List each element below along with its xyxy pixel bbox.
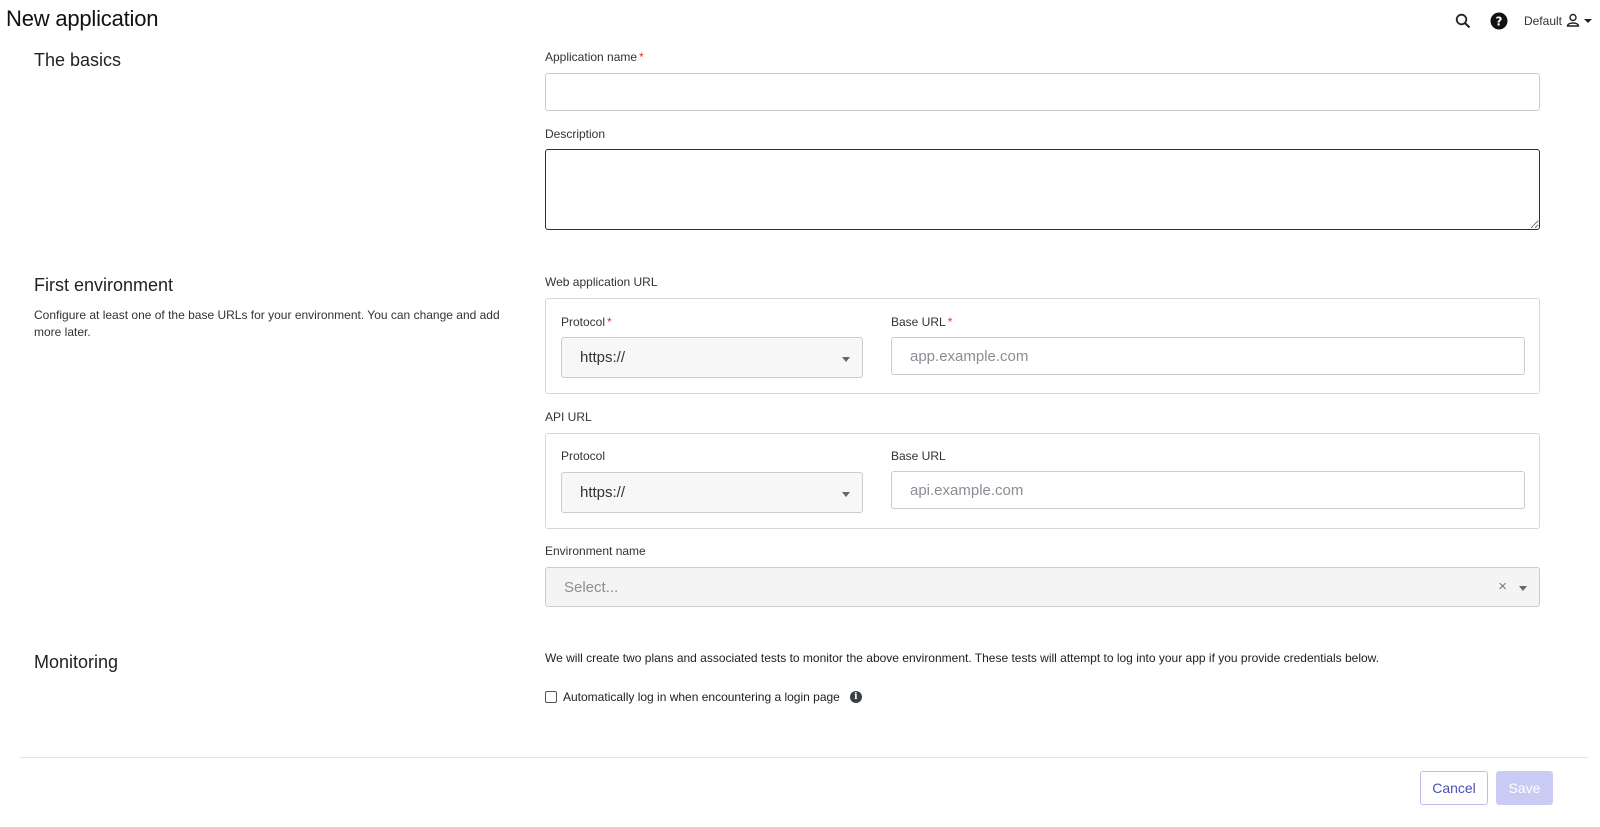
env-name-label: Environment name: [545, 544, 646, 558]
auto-login-checkbox[interactable]: [545, 691, 557, 703]
api-base-url-label: Base URL: [891, 449, 946, 463]
section-heading-monitoring: Monitoring: [34, 652, 119, 672]
user-menu-label: Default: [1523, 14, 1562, 28]
search-icon[interactable]: [1452, 10, 1474, 32]
api-protocol-value: https://: [580, 484, 626, 501]
auto-login-row: [545, 690, 862, 704]
description-label: Description: [545, 127, 606, 141]
section-heading-basics: The basics: [34, 50, 122, 70]
web-url-group-label: Web application URL: [545, 275, 658, 289]
monitoring-description: We will create two plans and associated tests to monitor the above environment. These tests will attempt to log into your app if you provide credentials below.: [545, 651, 1379, 665]
web-base-url-input[interactable]: [891, 337, 1525, 375]
info-icon[interactable]: i: [850, 691, 862, 703]
cancel-button[interactable]: Cancel: [1420, 771, 1488, 805]
web-protocol-value: https://: [580, 349, 626, 366]
web-base-url-label: [891, 315, 952, 329]
auto-login-label[interactable]: Automatically log in when encountering a login page: [563, 690, 840, 704]
user-icon: [1566, 13, 1580, 30]
app-name-input[interactable]: [545, 73, 1540, 111]
section-heading-environment: First environment: [34, 275, 174, 295]
environment-description: Configure at least one of the base URLs for your environment. You can change and add more later.: [34, 308, 500, 339]
required-marker: *: [607, 315, 612, 329]
clear-icon[interactable]: ×: [1498, 578, 1507, 596]
env-name-select[interactable]: [545, 567, 1540, 607]
top-toolbar: [1452, 10, 1592, 32]
web-protocol-label-text: Protocol: [561, 315, 606, 329]
web-base-url-label-text: Base URL: [891, 315, 946, 329]
api-base-url-input[interactable]: [891, 471, 1525, 509]
api-protocol-select[interactable]: [561, 472, 863, 513]
env-name-placeholder: Select...: [564, 578, 619, 596]
caret-down-icon: [842, 492, 850, 497]
app-name-label-text: Application name: [545, 50, 638, 64]
caret-down-icon: [1519, 586, 1527, 591]
user-menu[interactable]: [1524, 13, 1592, 30]
description-textarea[interactable]: [545, 149, 1540, 230]
web-protocol-label: [561, 315, 612, 329]
api-url-group-label: API URL: [545, 410, 592, 424]
svg-text:?: ?: [1495, 14, 1503, 29]
web-protocol-select[interactable]: [561, 337, 863, 378]
caret-down-icon: [842, 357, 850, 362]
footer-divider: [20, 757, 1588, 758]
app-name-label: [545, 50, 644, 64]
page-title: New application: [6, 6, 159, 31]
required-marker: *: [947, 315, 953, 329]
api-protocol-label: Protocol: [561, 449, 606, 463]
save-button[interactable]: Save: [1496, 771, 1553, 805]
required-marker: *: [639, 50, 644, 64]
chevron-down-icon: [1584, 14, 1592, 28]
help-icon[interactable]: [1488, 10, 1510, 32]
